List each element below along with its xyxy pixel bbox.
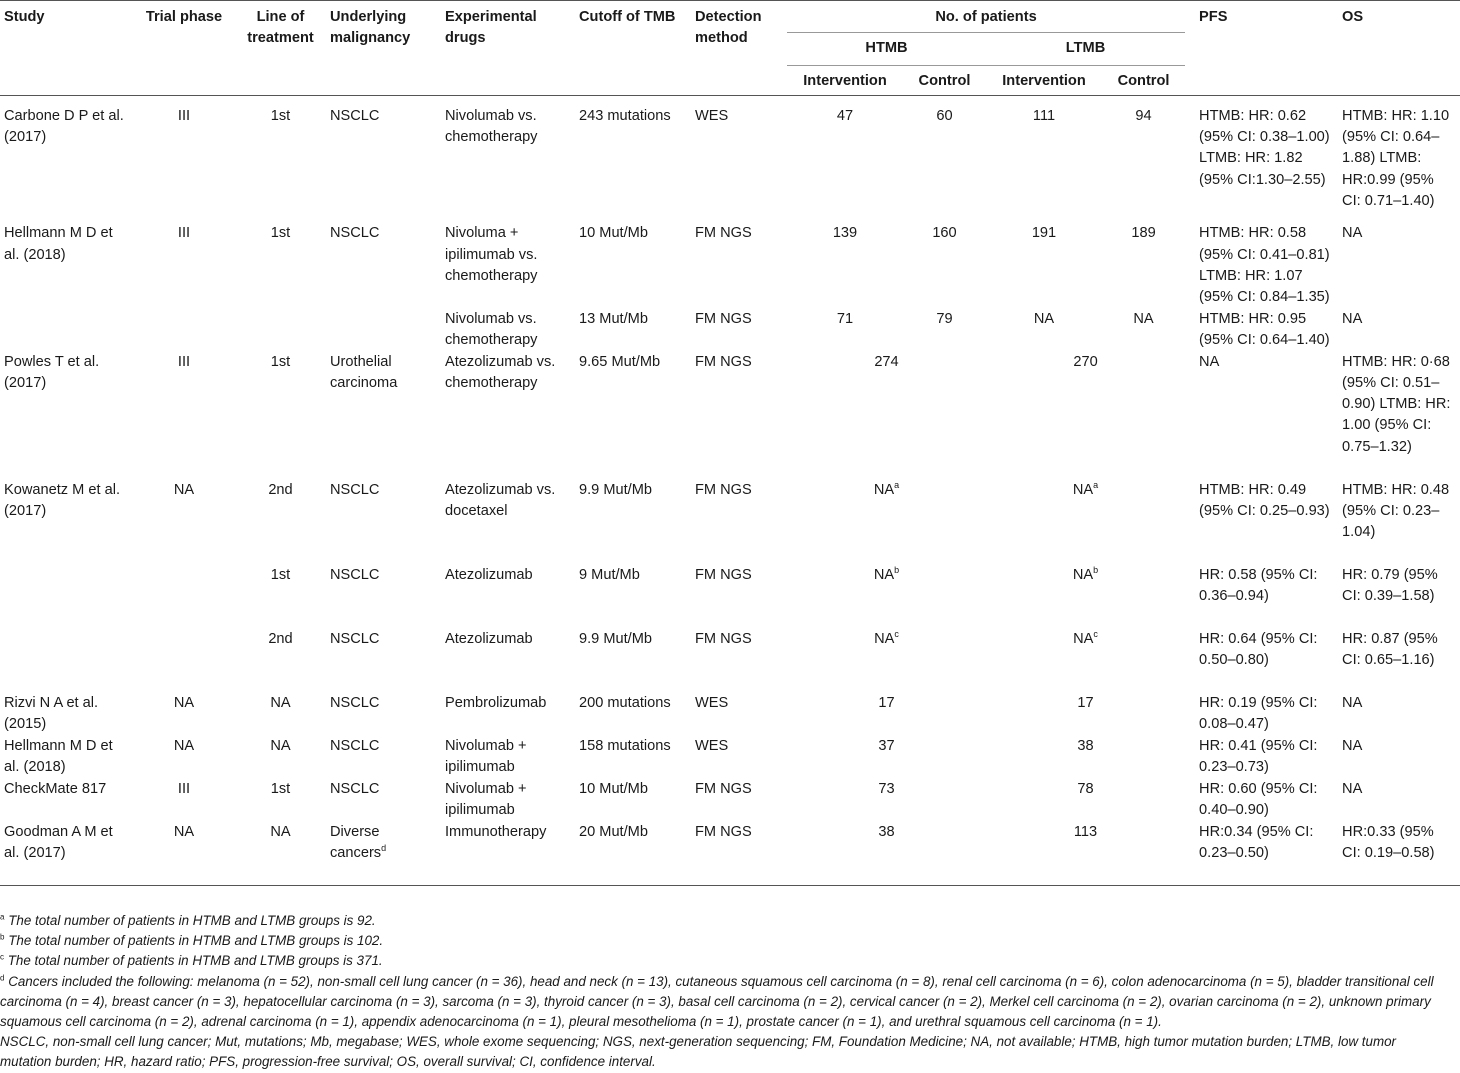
cell-ltmb-intervention: NA bbox=[1033, 310, 1055, 327]
table-row bbox=[0, 779, 1460, 822]
header-htmb-control: Control bbox=[903, 65, 986, 95]
cell-detection-method: FM NGS bbox=[695, 780, 752, 797]
cell-htmb-intervention: 139 bbox=[832, 225, 858, 242]
cell-underlying-malignancy: NSCLC bbox=[330, 780, 380, 797]
cell-study: Kowanetz M et al. (2017) bbox=[4, 481, 120, 519]
footnote-d: $^d$ Cancers included the following: melanoma (n = 52), non-small cell lung cancer (n = 36), head and neck (n = 13), cutaneous squamous cell carcinoma (n = 8), renal cell carcinoma (n = 6), colon adenocarcinoma (n = 5), bladder transitional cell carcinoma (n = 4), breast cancer (n = 3), hepatocellular carcinoma (n = 3), sarcoma (n = 3), thyroid cancer (n = 3), basal cell carcinoma (n = 2), cervical cancer (n = 2), Merkel cell carcinoma (n = 2), ovarian carcinoma (n = 2), unknown primary squamous cell carcinoma (n = 2), adrenal carcinoma (n = 1), appendix adenocarcinoma (n = 1), pleural mesothelioma (n = 1), prostate cancer (n = 1), and urethral squamous cell carcinoma (n = 1). bbox=[0, 973, 1434, 1030]
header-htmb-intervention: Intervention bbox=[787, 65, 903, 95]
cell-pfs: HR: 0.19 (95% CI: 0.08–0.47) bbox=[1199, 694, 1318, 732]
table-row bbox=[0, 736, 1460, 779]
header-underlying-malignancy: Underlying malignancy bbox=[326, 1, 441, 96]
cell-cutoff-of-tmb: 20 Mut/Mb bbox=[575, 822, 691, 886]
cell-detection-method: WES bbox=[695, 107, 729, 124]
cell-cutoff-of-tmb: 243 mutations bbox=[579, 107, 671, 124]
cell-pfs: HR: 0.41 (95% CI: 0.23–0.73) bbox=[1199, 737, 1318, 775]
cell-line-of-treatment: 1st bbox=[270, 353, 291, 370]
cell-pfs: HTMB: HR: 0.58 (95% CI: 0.41–0.81) LTMB: HR: 1.07 (95% CI: 0.84–1.35) bbox=[1199, 225, 1330, 306]
cell-experimental-drugs: Atezolizumab vs. docetaxel bbox=[445, 481, 556, 519]
table-header bbox=[0, 1, 1460, 96]
cell-study: Hellmann M D et al. (2018) bbox=[4, 737, 113, 775]
cell-pfs: NA bbox=[1199, 353, 1220, 370]
cell-experimental-drugs: Nivolumab + ipilimumab bbox=[445, 737, 527, 775]
cell-study: Rizvi N A et al. (2015) bbox=[4, 694, 99, 732]
header-ltmb-intervention: Intervention bbox=[986, 65, 1102, 95]
cell-htmb-intervention: 71 bbox=[836, 310, 854, 327]
cell-line-of-treatment: NA bbox=[235, 822, 326, 886]
cell-os: NA bbox=[1342, 694, 1363, 711]
table-body bbox=[0, 95, 1460, 885]
cell-cutoff-of-tmb: 9 Mut/Mb bbox=[579, 566, 640, 583]
cell-line-of-treatment: 2nd bbox=[268, 630, 293, 647]
cell-trial-phase: NA bbox=[173, 481, 195, 498]
cell-trial-phase: III bbox=[177, 107, 191, 124]
header-cutoff-of-tmb: Cutoff of TMB bbox=[575, 1, 691, 96]
table-row bbox=[0, 309, 1460, 352]
cell-htmb-patients: 73 bbox=[878, 780, 895, 797]
cell-ltmb-patients: 113 bbox=[986, 822, 1185, 886]
table-row bbox=[0, 95, 1460, 223]
cell-trial-phase: III bbox=[177, 780, 191, 797]
footnote-c: $^c$ The total number of patients in HTMB and LTMB groups is 371. bbox=[0, 952, 383, 969]
cell-ltmb-patients: 270 bbox=[1073, 353, 1098, 370]
cell-cutoff-of-tmb: 200 mutations bbox=[579, 694, 671, 711]
cell-cutoff-of-tmb: 9.9 Mut/Mb bbox=[579, 481, 652, 498]
cell-os: NA bbox=[1342, 780, 1363, 797]
header-ltmb: LTMB bbox=[986, 33, 1185, 65]
cell-trial-phase: NA bbox=[173, 694, 195, 711]
cell-os: HR:0.33 (95% CI: 0.19–0.58) bbox=[1338, 822, 1460, 886]
cell-ltmb-control: NA bbox=[1133, 310, 1154, 327]
cell-line-of-treatment bbox=[235, 309, 326, 352]
cell-line-of-treatment: 1st bbox=[270, 566, 291, 583]
header-experimental-drugs: Experimental drugs bbox=[441, 1, 575, 96]
cell-ltmb-control: 94 bbox=[1135, 107, 1152, 124]
header-os: OS bbox=[1338, 1, 1460, 96]
cell-detection-method: WES bbox=[695, 737, 729, 754]
table-row bbox=[0, 822, 1460, 886]
cell-pfs: HTMB: HR: 0.62 (95% CI: 0.38–1.00) LTMB: HR: 1.82 (95% CI:1.30–2.55) bbox=[1199, 107, 1330, 188]
cell-detection-method: FM NGS bbox=[695, 310, 752, 327]
cell-study: Goodman A M et al. (2017) bbox=[0, 822, 133, 886]
cell-experimental-drugs: Atezolizumab bbox=[445, 566, 533, 583]
cell-os: NA bbox=[1342, 737, 1363, 754]
cell-htmb-patients: $NA^c$ bbox=[874, 628, 899, 647]
cell-line-of-treatment: 1st bbox=[270, 225, 291, 242]
cell-experimental-drugs: Nivolumab + ipilimumab bbox=[445, 780, 527, 818]
cell-experimental-drugs: Nivoluma + ipilimumab vs. chemotherapy bbox=[445, 225, 538, 284]
cell-os: NA bbox=[1342, 225, 1363, 242]
cell-trial-phase: NA bbox=[133, 822, 235, 886]
cell-line-of-treatment: NA bbox=[270, 737, 291, 754]
cell-ltmb-patients: $NA^a$ bbox=[1072, 479, 1099, 498]
cell-underlying-malignancy bbox=[326, 309, 441, 352]
cell-ltmb-intervention: 111 bbox=[1032, 107, 1056, 124]
cell-study: Carbone D P et al. (2017) bbox=[4, 107, 124, 146]
cell-underlying-malignancy: NSCLC bbox=[330, 694, 380, 711]
cell-cutoff-of-tmb: 9.9 Mut/Mb bbox=[579, 630, 652, 647]
cell-line-of-treatment: 1st bbox=[270, 780, 291, 797]
cell-cutoff-of-tmb: 10 Mut/Mb bbox=[579, 225, 648, 242]
header-trial-phase: Trial phase bbox=[133, 1, 235, 96]
cell-ltmb-patients: $NA^b$ bbox=[1072, 564, 1099, 583]
cell-trial-phase: III bbox=[177, 353, 191, 370]
cell-experimental-drugs: Atezolizumab vs. chemotherapy bbox=[445, 353, 556, 391]
table-row bbox=[0, 223, 1460, 308]
cell-pfs: HTMB: HR: 0.49 (95% CI: 0.25–0.93) bbox=[1199, 481, 1330, 519]
cell-underlying-malignancy: NSCLC bbox=[330, 737, 380, 754]
cell-htmb-patients: 274 bbox=[874, 353, 899, 370]
cell-pfs: HR: 0.60 (95% CI: 0.40–0.90) bbox=[1199, 780, 1318, 818]
cell-underlying-malignancy: NSCLC bbox=[330, 107, 380, 124]
cell-trial-phase bbox=[133, 629, 235, 693]
cell-os: NA bbox=[1342, 310, 1363, 327]
cell-experimental-drugs: Atezolizumab bbox=[445, 630, 533, 647]
table-row bbox=[0, 693, 1460, 736]
cell-ltmb-patients: $NA^c$ bbox=[1073, 628, 1098, 647]
cell-study bbox=[0, 565, 133, 629]
cell-os: HR: 0.79 (95% CI: 0.39–1.58) bbox=[1342, 566, 1438, 604]
cell-trial-phase bbox=[133, 309, 235, 352]
cell-cutoff-of-tmb: 9.65 Mut/Mb bbox=[579, 353, 661, 370]
cell-htmb-patients: $NA^b$ bbox=[873, 564, 900, 583]
cell-htmb-patients: $NA^a$ bbox=[873, 479, 900, 498]
cell-experimental-drugs: Immunotherapy bbox=[441, 822, 575, 886]
cell-underlying-malignancy: Urothelial carcinoma bbox=[330, 353, 398, 391]
cell-study bbox=[0, 309, 133, 352]
table-row bbox=[0, 352, 1460, 480]
header-line-of-treatment: Line of treatment bbox=[235, 1, 326, 96]
cell-ltmb-patients: 38 bbox=[1077, 737, 1094, 754]
cell-study: CheckMate 817 bbox=[4, 780, 107, 797]
cell-trial-phase: III bbox=[177, 225, 191, 242]
cell-htmb-patients: 38 bbox=[787, 822, 986, 886]
cell-trial-phase bbox=[133, 565, 235, 629]
cell-pfs: HR: 0.58 (95% CI: 0.36–0.94) bbox=[1199, 566, 1318, 604]
cell-detection-method: WES bbox=[695, 694, 729, 711]
table-row bbox=[0, 629, 1460, 693]
cell-detection-method: FM NGS bbox=[695, 225, 752, 242]
table-footnotes bbox=[0, 911, 1450, 1073]
footnote-b: $^b$ The total number of patients in HTMB and LTMB groups is 102. bbox=[0, 932, 384, 949]
cell-htmb-patients: 17 bbox=[878, 694, 895, 711]
cell-line-of-treatment: NA bbox=[270, 694, 291, 711]
cell-ltmb-patients: 17 bbox=[1077, 694, 1094, 711]
cell-underlying-malignancy: NSCLC bbox=[330, 225, 380, 242]
cell-study bbox=[0, 629, 133, 693]
footnote-abbreviations: NSCLC, non-small cell lung cancer; Mut, mutations; Mb, megabase; WES, whole exome sequencing; NGS, next-generation sequencing; FM, Foundation Medicine; NA, not available; HTMB, high tumor mutation burden; LTMB, low tumor mutation burden; HR, hazard ratio; PFS, progression-free survival; OS, overall survival; CI, confidence interval. bbox=[0, 1034, 1397, 1070]
cell-detection-method: FM NGS bbox=[691, 822, 787, 886]
cell-cutoff-of-tmb: 10 Mut/Mb bbox=[579, 780, 648, 797]
cell-ltmb-control: 189 bbox=[1131, 225, 1156, 242]
cell-underlying-malignancy: NSCLC bbox=[330, 481, 380, 498]
cell-study: Hellmann M D et al. (2018) bbox=[4, 225, 113, 263]
cell-detection-method: FM NGS bbox=[695, 630, 752, 647]
cell-detection-method: FM NGS bbox=[695, 566, 752, 583]
footnote-a: $^a$ The total number of patients in HTMB and LTMB groups is 92. bbox=[0, 912, 376, 928]
cell-cutoff-of-tmb: 158 mutations bbox=[579, 737, 671, 754]
header-ltmb-control: Control bbox=[1102, 65, 1185, 95]
cell-os: HTMB: HR: 0·68 (95% CI: 0.51–0.90) LTMB: HR: 1.00 (95% CI: 0.75–1.32) bbox=[1342, 353, 1451, 455]
cell-os: HTMB: HR: 0.48 (95% CI: 0.23–1.04) bbox=[1342, 481, 1450, 541]
cell-experimental-drugs: Nivolumab vs. chemotherapy bbox=[445, 310, 538, 348]
cell-line-of-treatment: 2nd bbox=[268, 481, 293, 498]
cell-os: HTMB: HR: 1.10 (95% CI: 0.64–1.88) LTMB: HR:0.99 (95% CI: 0.71–1.40) bbox=[1342, 107, 1450, 210]
cell-study: Powles T et al. (2017) bbox=[4, 353, 100, 391]
cell-pfs: HR:0.34 (95% CI: 0.23–0.50) bbox=[1185, 822, 1338, 886]
header-htmb: HTMB bbox=[787, 33, 986, 65]
cell-experimental-drugs: Nivolumab vs. chemotherapy bbox=[445, 107, 538, 146]
cell-htmb-control: 60 bbox=[936, 107, 953, 124]
table-row bbox=[0, 480, 1460, 565]
header-pfs: PFS bbox=[1185, 1, 1338, 96]
cell-cutoff-of-tmb: 13 Mut/Mb bbox=[579, 310, 648, 327]
cell-pfs: HTMB: HR: 0.95 (95% CI: 0.64–1.40) bbox=[1199, 310, 1330, 348]
cell-htmb-intervention: 47 bbox=[836, 107, 854, 124]
table-row bbox=[0, 565, 1460, 629]
cell-htmb-patients: 37 bbox=[878, 737, 895, 754]
cell-os: HR: 0.87 (95% CI: 0.65–1.16) bbox=[1342, 630, 1438, 668]
cell-trial-phase: NA bbox=[173, 737, 195, 754]
cell-detection-method: FM NGS bbox=[695, 481, 752, 498]
header-no-of-patients: No. of patients bbox=[787, 1, 1185, 33]
cell-line-of-treatment: 1st bbox=[270, 107, 291, 124]
cell-ltmb-patients: 78 bbox=[1077, 780, 1094, 797]
cell-underlying-malignancy: NSCLC bbox=[330, 566, 380, 583]
header-detection-method: Detection method bbox=[691, 1, 787, 96]
cell-htmb-control: 160 bbox=[932, 225, 957, 242]
cell-pfs: HR: 0.64 (95% CI: 0.50–0.80) bbox=[1199, 630, 1318, 668]
cell-experimental-drugs: Pembrolizumab bbox=[445, 694, 547, 711]
cell-underlying-malignancy: Diverse cancers$^d$ bbox=[326, 822, 441, 886]
cell-ltmb-intervention: 191 bbox=[1031, 225, 1057, 242]
cell-detection-method: FM NGS bbox=[695, 353, 752, 370]
cell-htmb-control: 79 bbox=[936, 310, 953, 327]
header-study: Study bbox=[0, 1, 133, 96]
cell-underlying-malignancy: NSCLC bbox=[330, 630, 380, 647]
